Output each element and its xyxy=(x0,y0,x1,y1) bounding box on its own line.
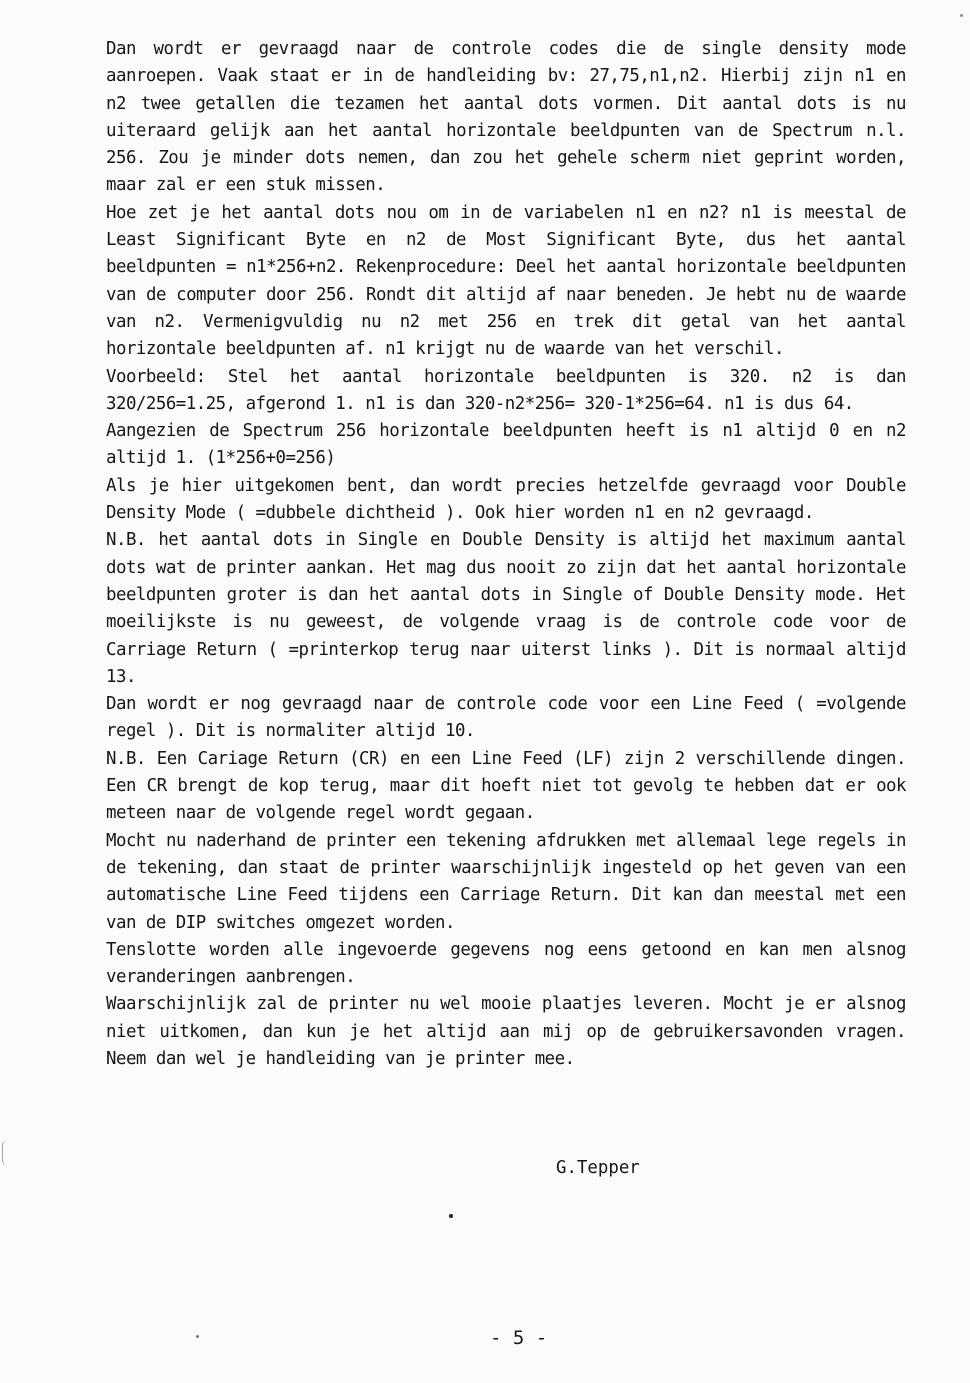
text-line: N.B. Een Cariage Return (CR) en een Line Feed (LF) zijn 2 verschillende dingen. xyxy=(106,748,906,769)
text-line: moeilijkste is nu geweest, de volgende vraag is de controle code voor de xyxy=(106,612,906,633)
print-speck xyxy=(960,14,963,17)
text-line: Mocht nu naderhand de printer een tekening afdrukken met allemaal lege regels in xyxy=(106,830,906,851)
text-line: veranderingen aanbrengen. xyxy=(106,967,356,988)
article-body xyxy=(106,36,906,1073)
text-line: aanroepen. Vaak staat er in de handleiding bv: 27,75,n1,n2. Hierbij zijn n1 en xyxy=(106,66,906,87)
print-speck xyxy=(449,1214,453,1218)
text-line: maar zal er een stuk missen. xyxy=(106,175,386,196)
text-line: 13. xyxy=(106,666,136,687)
text-line: van de DIP switches omgezet worden. xyxy=(106,912,455,933)
print-speck xyxy=(196,1335,199,1338)
text-line: van de computer door 256. Rondt dit altijd af naar beneden. Je hebt nu de waarde xyxy=(106,284,906,305)
text-line: Dan wordt er gevraagd naar de controle codes die de single density mode xyxy=(106,39,906,59)
author-signature: G.Tepper xyxy=(556,1158,640,1178)
text-line: Een CR brengt de kop terug, maar dit hoeft niet tot gevolg te hebben dat er ook xyxy=(106,776,906,797)
text-line: niet uitkomen, dan kun je het altijd aan mij op de gebruikersavonden vragen. xyxy=(106,1021,906,1042)
text-line: Als je hier uitgekomen bent, dan wordt precies hetzelfde gevraagd voor Double xyxy=(106,475,906,496)
text-line: 256. Zou je minder dots nemen, dan zou het gehele scherm niet geprint worden, xyxy=(106,148,906,169)
text-line: Waarschijnlijk zal de printer nu wel mooie plaatjes leveren. Mocht je er alsnog xyxy=(106,994,906,1015)
text-line: Voorbeeld: Stel het aantal horizontale beeldpunten is 320. n2 is dan xyxy=(106,366,906,387)
text-line: Carriage Return ( =printerkop terug naar uiterst links ). Dit is normaal altijd xyxy=(106,639,906,660)
text-line: dots wat de printer aankan. Het mag dus nooit zo zijn dat het aantal horizontale xyxy=(106,557,906,578)
text-line: automatische Line Feed tijdens een Carriage Return. Dit kan dan meestal met een xyxy=(106,885,906,906)
text-line: Density Mode ( =dubbele dichtheid ). Ook hier worden n1 en n2 gevraagd. xyxy=(106,503,814,524)
text-line: Tenslotte worden alle ingevoerde gegevens nog eens getoond en kan men alsnog xyxy=(106,939,906,960)
text-line: Neem dan wel je handleiding van je printer mee. xyxy=(106,1048,575,1069)
text-line: beeldpunten = n1*256+n2. Rekenprocedure: Deel het aantal horizontale beeldpunten xyxy=(106,257,906,278)
text-line: van n2. Vermenigvuldig nu n2 met 256 en trek dit getal van het aantal xyxy=(106,311,906,332)
text-line: Hoe zet je het aantal dots nou om in de variabelen n1 en n2? n1 is meestal de xyxy=(106,202,906,223)
page-number: - 5 - xyxy=(490,1327,548,1349)
text-line: horizontale beeldpunten af. n1 krijgt nu de waarde van het verschil. xyxy=(106,339,784,360)
text-line: uiteraard gelijk aan het aantal horizontale beeldpunten van de Spectrum n.l. xyxy=(106,120,906,141)
text-line: Dan wordt er nog gevraagd naar de controle code voor een Line Feed ( =volgende xyxy=(106,694,906,715)
text-line: beeldpunten groter is dan het aantal dots in Single of Double Density mode. Het xyxy=(106,584,906,605)
text-line: regel ). Dit is normaliter altijd 10. xyxy=(106,721,475,742)
text-line: n2 twee getallen die tezamen het aantal dots vormen. Dit aantal dots is nu xyxy=(106,93,906,114)
text-line: 320/256=1.25, afgerond 1. n1 is dan 320-n2*256= 320-1*256=64. n1 is dus 64. xyxy=(106,393,854,414)
text-line: meteen naar de volgende regel wordt gegaan. xyxy=(106,803,535,824)
text-line: altijd 1. (1*256+0=256) xyxy=(106,448,336,469)
text-line: N.B. het aantal dots in Single en Double Density is altijd het maximum aantal xyxy=(106,530,906,551)
text-line: de tekening, dan staat de printer waarschijnlijk ingesteld op het geven van een xyxy=(106,857,906,878)
text-line: Aangezien de Spectrum 256 horizontale beeldpunten heeft is n1 altijd 0 en n2 xyxy=(106,421,906,442)
paper-edge-mark xyxy=(2,1140,9,1166)
text-line: Least Significant Byte en n2 de Most Significant Byte, dus het aantal xyxy=(106,230,906,251)
